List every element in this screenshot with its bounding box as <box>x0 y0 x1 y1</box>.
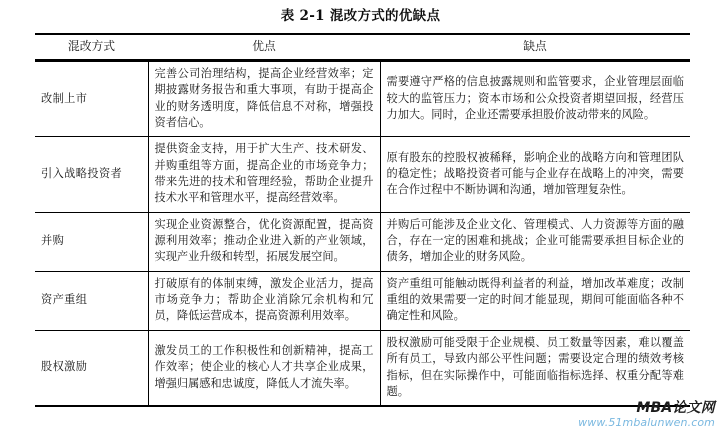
cell-cons: 需要遵守严格的信息披露规则和监管要求，企业管理层面临较大的监管压力；资本市场和公众投资者期望回报，经营压力加大。同时，企业还需要承担股价波动带来的风险。 <box>380 61 690 137</box>
comparison-table <box>35 33 690 407</box>
table-row <box>35 330 690 406</box>
watermark-brand: MBA论文网 <box>636 400 715 417</box>
table-row <box>35 212 690 271</box>
column-header-pros: 优点 <box>148 34 380 60</box>
cell-mode: 改制上市 <box>35 61 148 137</box>
cell-mode: 股权激励 <box>35 330 148 406</box>
cell-pros: 激发员工的工作积极性和创新精神，提高工作效率；使企业的核心人才共享企业成果，增强归属感和忠诚度，降低人才流失率。 <box>148 330 380 406</box>
table-header <box>35 34 690 61</box>
cell-pros: 完善公司治理结构，提高企业经营效率；定期披露财务报告和重大事项，有助于提高企业的财务透明度，降低信息不对称，增强投资者信心。 <box>148 61 380 137</box>
cell-mode: 引入战略投资者 <box>35 137 148 212</box>
cell-mode: 并购 <box>35 212 148 271</box>
header-row <box>35 34 690 60</box>
table-row <box>35 137 690 212</box>
cell-pros: 实现企业资源整合，优化资源配置，提高资源利用效率；推动企业进入新的产业领域，实现产业升级和转型，拓展发展空间。 <box>148 212 380 271</box>
table-row <box>35 61 690 137</box>
column-header-cons: 缺点 <box>380 34 690 60</box>
cell-cons: 并购后可能涉及企业文化、管理模式、人力资源等方面的融合，存在一定的困难和挑战；企业可能需要承担目标企业的债务，增加企业的财务风险。 <box>380 212 690 271</box>
table-body <box>35 61 690 406</box>
table-container <box>35 33 690 407</box>
column-header-mode: 混改方式 <box>35 34 148 60</box>
cell-pros: 提供资金支持，用于扩大生产、技术研发、并购重组等方面，提高企业的市场竞争力；带来先进的技术和管理经验，帮助企业提升技术水平和管理水平，提高经营效率。 <box>148 137 380 212</box>
table-caption: 表 2-1 混改方式的优缺点 <box>280 8 441 24</box>
cell-mode: 资产重组 <box>35 271 148 330</box>
table-row <box>35 271 690 330</box>
cell-cons: 股权激励可能受限于企业规模、员工数量等因素，难以覆盖所有员工，导致内部公平性问题；需要设定合理的绩效考核指标，但在实际操作中，可能面临指标选择、权重分配等难题。 <box>380 330 690 406</box>
cell-cons: 原有股东的控股权被稀释，影响企业的战略方向和管理团队的稳定性；战略投资者可能与企业存在战略上的冲突，需要在合作过程中不断协调和沟通，增加管理复杂性。 <box>380 137 690 212</box>
cell-pros: 打破原有的体制束缚，激发企业活力，提高市场竞争力；帮助企业消除冗余机构和冗员，降低运营成本，提高资源利用效率。 <box>148 271 380 330</box>
cell-cons: 资产重组可能触动既得利益者的利益，增加改革难度；改制重组的效果需要一定的时间才能显现，期间可能面临各种不确定性和风险。 <box>380 271 690 330</box>
watermark-url: www.51mbalunwen.com <box>578 415 715 429</box>
